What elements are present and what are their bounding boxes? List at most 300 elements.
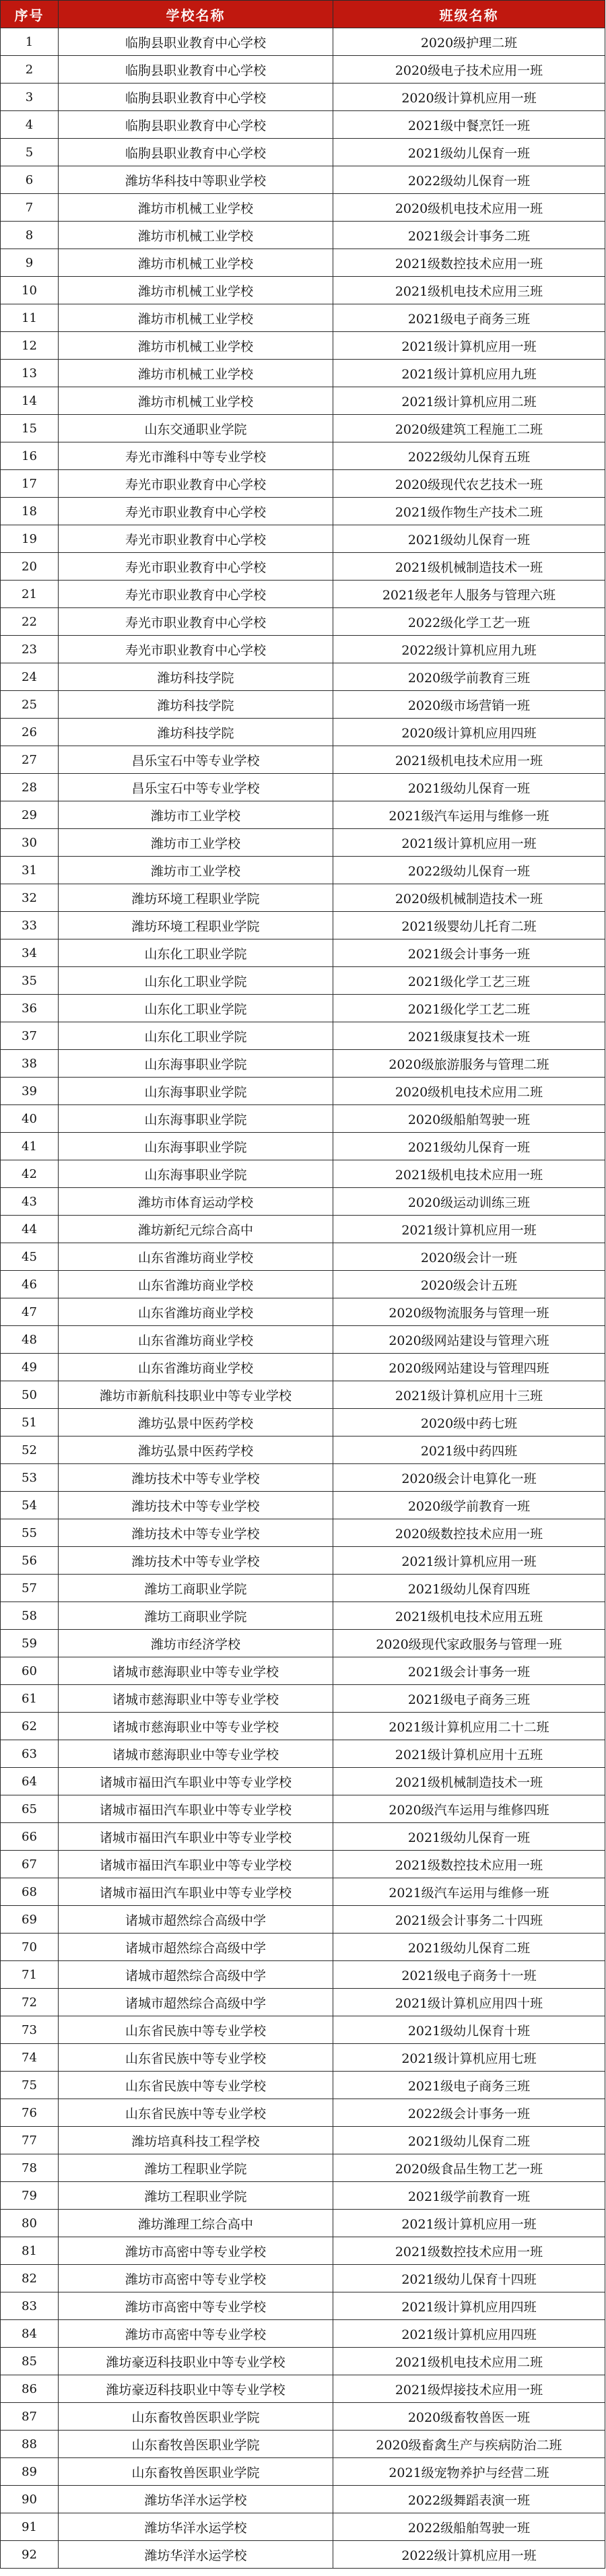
- row-class-name: 2020级计算机应用四班: [333, 719, 605, 746]
- row-school-name: 临朐县职业教育中心学校: [59, 56, 333, 84]
- row-index: 53: [1, 1464, 59, 1492]
- row-class-name: 2020级机械制造技术一班: [333, 884, 605, 912]
- row-class-name: 2021级会计事务二十四班: [333, 1906, 605, 1934]
- row-class-name: 2021级计算机应用二班: [333, 387, 605, 415]
- row-index: 68: [1, 1878, 59, 1906]
- row-class-name: 2020级运动训练三班: [333, 1188, 605, 1216]
- row-index: 87: [1, 2403, 59, 2431]
- row-class-name: 2022级计算机应用一班: [333, 2541, 605, 2569]
- row-school-name: 潍坊技术中等专业学校: [59, 1547, 333, 1575]
- row-school-name: 临朐县职业教育中心学校: [59, 84, 333, 111]
- row-school-name: 寿光市职业教育中心学校: [59, 581, 333, 608]
- row-index: 9: [1, 249, 59, 277]
- row-class-name: 2021级计算机应用一班: [333, 1547, 605, 1575]
- row-class-name: 2021级宠物养护与经营二班: [333, 2458, 605, 2486]
- row-class-name: 2021级计算机应用四班: [333, 2320, 605, 2348]
- table-row: [1, 1547, 605, 1575]
- row-index: 24: [1, 663, 59, 691]
- row-school-name: 潍坊新纪元综合高中: [59, 1216, 333, 1243]
- row-class-name: 2022级船舶驾驶一班: [333, 2513, 605, 2541]
- row-school-name: 山东化工职业学院: [59, 967, 333, 995]
- row-class-name: 2021级幼儿保育四班: [333, 1575, 605, 1602]
- row-class-name: 2021级汽车运用与维修一班: [333, 801, 605, 829]
- table-row: [1, 166, 605, 194]
- table-row: [1, 663, 605, 691]
- row-class-name: 2022级化学工艺一班: [333, 608, 605, 636]
- row-class-name: 2021级机械制造技术一班: [333, 553, 605, 581]
- row-index: 25: [1, 691, 59, 719]
- row-index: 57: [1, 1575, 59, 1602]
- row-school-name: 山东省潍坊商业学校: [59, 1354, 333, 1381]
- row-school-name: 昌乐宝石中等专业学校: [59, 774, 333, 801]
- row-class-name: 2021级数控技术应用一班: [333, 1851, 605, 1878]
- row-class-name: 2021级老年人服务与管理六班: [333, 581, 605, 608]
- row-school-name: 诸城市超然综合高级中学: [59, 1961, 333, 1989]
- row-index: 4: [1, 111, 59, 139]
- row-class-name: 2021级汽车运用与维修一班: [333, 1878, 605, 1906]
- header-class: 班级名称: [333, 1, 605, 28]
- row-school-name: 潍坊豪迈科技职业中等专业学校: [59, 2348, 333, 2375]
- row-index: 22: [1, 608, 59, 636]
- row-index: 41: [1, 1133, 59, 1160]
- row-class-name: 2021级幼儿保育一班: [333, 1823, 605, 1851]
- table-row: [1, 1436, 605, 1464]
- table-row: [1, 387, 605, 415]
- row-class-name: 2020级数控技术应用一班: [333, 1519, 605, 1547]
- row-index: 91: [1, 2513, 59, 2541]
- row-index: 80: [1, 2210, 59, 2237]
- table-row: [1, 1575, 605, 1602]
- row-class-name: 2020级物流服务与管理一班: [333, 1298, 605, 1326]
- table-row: [1, 636, 605, 663]
- table-row: [1, 1492, 605, 1519]
- row-school-name: 潍坊环境工程职业学院: [59, 884, 333, 912]
- table-row: [1, 1022, 605, 1050]
- table-row: [1, 1906, 605, 1934]
- row-school-name: 潍坊市高密中等专业学校: [59, 2237, 333, 2265]
- row-school-name: 诸城市超然综合高级中学: [59, 1989, 333, 2016]
- row-class-name: 2020级网站建设与管理六班: [333, 1326, 605, 1354]
- row-school-name: 诸城市超然综合高级中学: [59, 1934, 333, 1961]
- row-school-name: 诸城市慈海职业中等专业学校: [59, 1685, 333, 1713]
- table-row: [1, 1409, 605, 1436]
- table-row: [1, 2320, 605, 2348]
- table-row: [1, 2182, 605, 2210]
- row-school-name: 诸城市慈海职业中等专业学校: [59, 1713, 333, 1740]
- table-row: [1, 801, 605, 829]
- row-school-name: 潍坊市工业学校: [59, 857, 333, 884]
- row-index: 72: [1, 1989, 59, 2016]
- row-school-name: 潍坊华洋水运学校: [59, 2486, 333, 2513]
- row-school-name: 潍坊工程职业学院: [59, 2154, 333, 2182]
- table-row: [1, 222, 605, 249]
- row-school-name: 寿光市职业教育中心学校: [59, 525, 333, 553]
- row-index: 33: [1, 912, 59, 939]
- table-row: [1, 939, 605, 967]
- row-school-name: 山东畜牧兽医职业学院: [59, 2403, 333, 2431]
- row-index: 52: [1, 1436, 59, 1464]
- table-row: [1, 415, 605, 442]
- table-row: [1, 1050, 605, 1078]
- row-index: 55: [1, 1519, 59, 1547]
- row-school-name: 诸城市福田汽车职业中等专业学校: [59, 1768, 333, 1795]
- row-index: 58: [1, 1602, 59, 1630]
- row-class-name: 2021级幼儿保育一班: [333, 525, 605, 553]
- row-class-name: 2021级计算机应用一班: [333, 332, 605, 360]
- row-index: 62: [1, 1713, 59, 1740]
- row-index: 89: [1, 2458, 59, 2486]
- row-school-name: 潍坊科技学院: [59, 719, 333, 746]
- table-row: [1, 2127, 605, 2154]
- row-school-name: 潍坊市高密中等专业学校: [59, 2320, 333, 2348]
- table-row: [1, 498, 605, 525]
- row-index: 26: [1, 719, 59, 746]
- table-row: [1, 2486, 605, 2513]
- row-school-name: 诸城市福田汽车职业中等专业学校: [59, 1878, 333, 1906]
- row-index: 8: [1, 222, 59, 249]
- row-index: 64: [1, 1768, 59, 1795]
- row-class-name: 2022级幼儿保育一班: [333, 166, 605, 194]
- row-school-name: 潍坊市机械工业学校: [59, 222, 333, 249]
- row-index: 92: [1, 2541, 59, 2569]
- row-school-name: 诸城市慈海职业中等专业学校: [59, 1657, 333, 1685]
- row-index: 42: [1, 1160, 59, 1188]
- row-school-name: 山东畜牧兽医职业学院: [59, 2458, 333, 2486]
- table-row: [1, 581, 605, 608]
- table-row: [1, 332, 605, 360]
- table-row: [1, 360, 605, 387]
- row-index: 32: [1, 884, 59, 912]
- table-row: [1, 2458, 605, 2486]
- row-class-name: 2021级作物生产技术二班: [333, 498, 605, 525]
- row-class-name: 2021级计算机应用二十二班: [333, 1713, 605, 1740]
- row-index: 71: [1, 1961, 59, 1989]
- table-row: [1, 249, 605, 277]
- row-index: 5: [1, 139, 59, 166]
- table-row: [1, 1878, 605, 1906]
- row-class-name: 2022级幼儿保育一班: [333, 857, 605, 884]
- table-row: [1, 553, 605, 581]
- row-school-name: 诸城市超然综合高级中学: [59, 1906, 333, 1934]
- row-class-name: 2020级汽车运用与维修四班: [333, 1795, 605, 1823]
- row-school-name: 诸城市福田汽车职业中等专业学校: [59, 1823, 333, 1851]
- row-class-name: 2020级食品生物工艺一班: [333, 2154, 605, 2182]
- row-class-name: 2021级康复技术一班: [333, 1022, 605, 1050]
- table-row: [1, 470, 605, 498]
- row-class-name: 2020级会计五班: [333, 1271, 605, 1298]
- table-row: [1, 2541, 605, 2569]
- row-index: 28: [1, 774, 59, 801]
- row-school-name: 寿光市职业教育中心学校: [59, 470, 333, 498]
- row-index: 49: [1, 1354, 59, 1381]
- row-school-name: 潍坊华洋水运学校: [59, 2513, 333, 2541]
- table-row: [1, 719, 605, 746]
- row-school-name: 潍坊市机械工业学校: [59, 277, 333, 304]
- table-row: [1, 2016, 605, 2044]
- row-class-name: 2021级幼儿保育一班: [333, 774, 605, 801]
- row-class-name: 2021级幼儿保育二班: [333, 1934, 605, 1961]
- row-index: 66: [1, 1823, 59, 1851]
- row-index: 85: [1, 2348, 59, 2375]
- table-row: [1, 1685, 605, 1713]
- row-class-name: 2020级电子技术应用一班: [333, 56, 605, 84]
- row-index: 86: [1, 2375, 59, 2403]
- row-class-name: 2020级机电技术应用二班: [333, 1078, 605, 1105]
- row-class-name: 2021级计算机应用一班: [333, 2210, 605, 2237]
- table-row: [1, 1188, 605, 1216]
- row-class-name: 2021级机电技术应用二班: [333, 2348, 605, 2375]
- row-index: 30: [1, 829, 59, 857]
- row-school-name: 山东化工职业学院: [59, 939, 333, 967]
- row-school-name: 寿光市职业教育中心学校: [59, 608, 333, 636]
- table-row: [1, 995, 605, 1022]
- row-index: 51: [1, 1409, 59, 1436]
- row-school-name: 潍坊市工业学校: [59, 801, 333, 829]
- table-row: [1, 1740, 605, 1768]
- table-row: [1, 111, 605, 139]
- row-class-name: 2020级市场营销一班: [333, 691, 605, 719]
- row-index: 27: [1, 746, 59, 774]
- row-school-name: 潍坊工商职业学院: [59, 1575, 333, 1602]
- row-index: 15: [1, 415, 59, 442]
- row-class-name: 2020级旅游服务与管理二班: [333, 1050, 605, 1078]
- table-row: [1, 1271, 605, 1298]
- table-row: [1, 1630, 605, 1657]
- row-school-name: 潍坊市体育运动学校: [59, 1188, 333, 1216]
- row-index: 34: [1, 939, 59, 967]
- table-row: [1, 56, 605, 84]
- row-school-name: 潍坊市机械工业学校: [59, 249, 333, 277]
- row-class-name: 2020级畜禽生产与疾病防治二班: [333, 2431, 605, 2458]
- row-class-name: 2020级建筑工程施工二班: [333, 415, 605, 442]
- row-school-name: 潍坊市新航科技职业中等专业学校: [59, 1381, 333, 1409]
- row-index: 35: [1, 967, 59, 995]
- row-school-name: 潍坊技术中等专业学校: [59, 1464, 333, 1492]
- row-index: 36: [1, 995, 59, 1022]
- row-class-name: 2020级护理二班: [333, 28, 605, 56]
- row-school-name: 潍坊市高密中等专业学校: [59, 2265, 333, 2292]
- row-school-name: 山东海事职业学院: [59, 1105, 333, 1133]
- row-index: 76: [1, 2099, 59, 2127]
- table-row: [1, 1381, 605, 1409]
- row-class-name: 2021级计算机应用四班: [333, 2292, 605, 2320]
- row-index: 70: [1, 1934, 59, 1961]
- table-row: [1, 857, 605, 884]
- row-school-name: 山东省潍坊商业学校: [59, 1326, 333, 1354]
- row-index: 37: [1, 1022, 59, 1050]
- table-row: [1, 2044, 605, 2072]
- row-index: 1: [1, 28, 59, 56]
- row-school-name: 潍坊科技学院: [59, 663, 333, 691]
- table-row: [1, 2403, 605, 2431]
- row-school-name: 潍坊华科技中等职业学校: [59, 166, 333, 194]
- table-row: [1, 912, 605, 939]
- row-school-name: 山东省潍坊商业学校: [59, 1271, 333, 1298]
- table-row: [1, 1216, 605, 1243]
- table-row: [1, 1961, 605, 1989]
- table-row: [1, 1657, 605, 1685]
- table-row: [1, 84, 605, 111]
- table-row: [1, 2348, 605, 2375]
- row-index: 43: [1, 1188, 59, 1216]
- row-class-name: 2021级数控技术应用一班: [333, 2237, 605, 2265]
- row-class-name: 2021级计算机应用一班: [333, 829, 605, 857]
- row-class-name: 2021级幼儿保育一班: [333, 1133, 605, 1160]
- row-school-name: 山东省潍坊商业学校: [59, 1243, 333, 1271]
- row-school-name: 寿光市潍科中等专业学校: [59, 442, 333, 470]
- row-class-name: 2020级现代农艺技术一班: [333, 470, 605, 498]
- row-school-name: 山东省潍坊商业学校: [59, 1298, 333, 1326]
- row-school-name: 寿光市职业教育中心学校: [59, 498, 333, 525]
- row-index: 60: [1, 1657, 59, 1685]
- row-index: 50: [1, 1381, 59, 1409]
- row-class-name: 2021级化学工艺三班: [333, 967, 605, 995]
- row-index: 75: [1, 2072, 59, 2099]
- table-row: [1, 884, 605, 912]
- table-row: [1, 2375, 605, 2403]
- row-class-name: 2021级幼儿保育二班: [333, 2127, 605, 2154]
- row-class-name: 2021级计算机应用七班: [333, 2044, 605, 2072]
- row-class-name: 2020级网站建设与管理四班: [333, 1354, 605, 1381]
- row-index: 77: [1, 2127, 59, 2154]
- row-index: 74: [1, 2044, 59, 2072]
- row-index: 20: [1, 553, 59, 581]
- row-school-name: 潍坊技术中等专业学校: [59, 1492, 333, 1519]
- row-class-name: 2020级学前教育一班: [333, 1492, 605, 1519]
- header-school: 学校名称: [59, 1, 333, 28]
- header-row: [1, 1, 605, 28]
- row-school-name: 潍坊市机械工业学校: [59, 194, 333, 222]
- row-index: 56: [1, 1547, 59, 1575]
- row-class-name: 2021级化学工艺二班: [333, 995, 605, 1022]
- row-school-name: 潍坊市机械工业学校: [59, 387, 333, 415]
- table-row: [1, 2431, 605, 2458]
- row-index: 31: [1, 857, 59, 884]
- row-class-name: 2021级中餐烹饪一班: [333, 111, 605, 139]
- row-class-name: 2021级电子商务十一班: [333, 1961, 605, 1989]
- row-index: 2: [1, 56, 59, 84]
- table-row: [1, 1326, 605, 1354]
- table-row: [1, 139, 605, 166]
- row-index: 13: [1, 360, 59, 387]
- row-class-name: 2021级机电技术应用一班: [333, 1160, 605, 1188]
- row-index: 7: [1, 194, 59, 222]
- row-index: 21: [1, 581, 59, 608]
- row-index: 78: [1, 2154, 59, 2182]
- row-class-name: 2021级会计事务一班: [333, 939, 605, 967]
- table-row: [1, 691, 605, 719]
- row-school-name: 山东化工职业学院: [59, 995, 333, 1022]
- table-row: [1, 1713, 605, 1740]
- table-row: [1, 829, 605, 857]
- row-index: 14: [1, 387, 59, 415]
- row-school-name: 山东省民族中等专业学校: [59, 2099, 333, 2127]
- row-index: 29: [1, 801, 59, 829]
- table-row: [1, 2072, 605, 2099]
- table-row: [1, 2237, 605, 2265]
- row-school-name: 山东省民族中等专业学校: [59, 2016, 333, 2044]
- row-class-name: 2021级电子商务三班: [333, 304, 605, 332]
- row-school-name: 临朐县职业教育中心学校: [59, 139, 333, 166]
- table-row: [1, 1989, 605, 2016]
- table-row: [1, 1768, 605, 1795]
- row-index: 11: [1, 304, 59, 332]
- row-index: 10: [1, 277, 59, 304]
- table-row: [1, 2099, 605, 2127]
- row-school-name: 潍坊市机械工业学校: [59, 304, 333, 332]
- table-header: [1, 1, 605, 28]
- row-school-name: 山东省民族中等专业学校: [59, 2072, 333, 2099]
- row-class-name: 2021级中药四班: [333, 1436, 605, 1464]
- table-row: [1, 1823, 605, 1851]
- table-row: [1, 525, 605, 553]
- table-row: [1, 746, 605, 774]
- table-row: [1, 1133, 605, 1160]
- row-school-name: 潍坊科技学院: [59, 691, 333, 719]
- row-class-name: 2021级焊接技术应用一班: [333, 2375, 605, 2403]
- row-index: 6: [1, 166, 59, 194]
- row-index: 67: [1, 1851, 59, 1878]
- table-row: [1, 2265, 605, 2292]
- row-school-name: 山东化工职业学院: [59, 1022, 333, 1050]
- table-row: [1, 1519, 605, 1547]
- row-index: 84: [1, 2320, 59, 2348]
- table-row: [1, 304, 605, 332]
- row-class-name: 2020级会计一班: [333, 1243, 605, 1271]
- row-class-name: 2021级计算机应用十三班: [333, 1381, 605, 1409]
- row-class-name: 2021级机械制造技术一班: [333, 1768, 605, 1795]
- row-class-name: 2021级机电技术应用一班: [333, 746, 605, 774]
- row-school-name: 潍坊市机械工业学校: [59, 332, 333, 360]
- table-row: [1, 442, 605, 470]
- row-index: 16: [1, 442, 59, 470]
- row-index: 39: [1, 1078, 59, 1105]
- row-school-name: 潍坊市机械工业学校: [59, 360, 333, 387]
- row-class-name: 2021级机电技术应用三班: [333, 277, 605, 304]
- table-row: [1, 774, 605, 801]
- table-row: [1, 1078, 605, 1105]
- row-class-name: 2021级计算机应用十五班: [333, 1740, 605, 1768]
- table-row: [1, 1160, 605, 1188]
- row-class-name: 2020级现代家政服务与管理一班: [333, 1630, 605, 1657]
- row-school-name: 潍坊工程职业学院: [59, 2182, 333, 2210]
- row-school-name: 潍坊培真科技工程学校: [59, 2127, 333, 2154]
- row-class-name: 2021级会计事务一班: [333, 1657, 605, 1685]
- row-index: 61: [1, 1685, 59, 1713]
- table-row: [1, 1464, 605, 1492]
- table-row: [1, 1354, 605, 1381]
- row-class-name: 2021级机电技术应用五班: [333, 1602, 605, 1630]
- row-index: 73: [1, 2016, 59, 2044]
- row-index: 12: [1, 332, 59, 360]
- row-class-name: 2021级幼儿保育一班: [333, 139, 605, 166]
- row-class-name: 2020级畜牧兽医一班: [333, 2403, 605, 2431]
- row-index: 38: [1, 1050, 59, 1078]
- table-row: [1, 2292, 605, 2320]
- row-index: 48: [1, 1326, 59, 1354]
- row-class-name: 2021级电子商务三班: [333, 2072, 605, 2099]
- row-index: 18: [1, 498, 59, 525]
- row-class-name: 2021级计算机应用一班: [333, 1216, 605, 1243]
- row-class-name: 2021级电子商务三班: [333, 1685, 605, 1713]
- row-school-name: 山东海事职业学院: [59, 1078, 333, 1105]
- table-row: [1, 1602, 605, 1630]
- row-school-name: 潍坊环境工程职业学院: [59, 912, 333, 939]
- row-class-name: 2021级幼儿保育十四班: [333, 2265, 605, 2292]
- row-index: 45: [1, 1243, 59, 1271]
- table-row: [1, 2210, 605, 2237]
- row-index: 3: [1, 84, 59, 111]
